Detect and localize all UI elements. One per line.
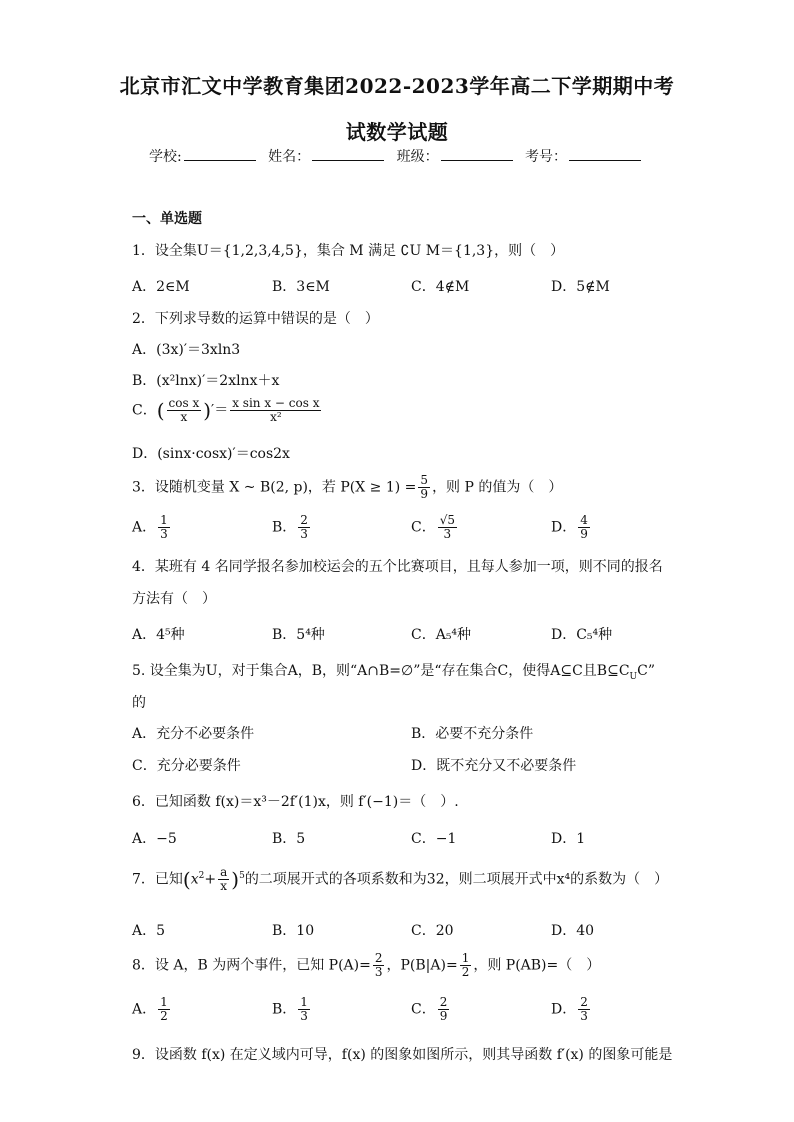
name-label: 姓名：	[268, 149, 311, 165]
question-6-option-a: A．−5	[132, 831, 177, 847]
question-5-stem-line2: 的	[132, 695, 146, 711]
class-blank	[441, 148, 513, 161]
exam-title-line2: 试数学试题	[345, 120, 449, 144]
exam-title-line1: 北京市汇文中学教育集团2022-2023学年高二下学期期中考	[119, 74, 675, 98]
question-8-stem: 8．设 A，B 为两个事件，已知 P(A)= $\frac{2}{3}$ ，P(B|A)= $\frac{1}{2}$ ，则 P(AB)=（ ）	[132, 951, 601, 979]
question-5-option-c: C．充分必要条件	[132, 758, 241, 774]
question-4-option-a: A．4⁵种	[132, 627, 185, 643]
section-heading: 一、单选题	[132, 211, 202, 227]
question-1-option-d: D．5∉M	[551, 279, 610, 295]
question-2-option-b: B．(x²lnx)′＝2xlnx＋x	[132, 373, 280, 389]
question-7-option-b: B．10	[272, 923, 315, 939]
school-label: 学校:	[148, 149, 182, 165]
question-3-option-c: C． $\frac{√5}{3}$	[411, 513, 455, 541]
question-1-stem: 1．设全集U＝{1,2,3,4,5}，集合 M 满足 ∁U M＝{1,3}，则（ ）	[132, 243, 565, 259]
question-4-stem: 4．某班有 4 名同学报名参加校运会的五个比赛项目，且每人参加一项，则不同的报名	[132, 559, 663, 575]
question-2-option-a: A．(3x)′＝3xln3	[132, 342, 241, 358]
question-4-option-b: B．5⁴种	[272, 627, 325, 643]
question-4-option-d: D．C₅⁴种	[551, 627, 613, 643]
name-blank	[312, 148, 384, 161]
question-5-option-a: A．充分不必要条件	[132, 726, 255, 742]
question-5-stem: 5. 设全集为U，对于集合A，B，则“A∩B=∅”是“存在集合C，使得A⊆C且$B⊆C_UC$”	[132, 663, 655, 682]
question-3-option-b: B． $\frac{2}{3}$	[272, 513, 308, 541]
question-5-option-d: D．既不充分又不必要条件	[411, 758, 577, 774]
question-3-option-d: D． $\frac{4}{9}$	[551, 513, 588, 541]
question-1-option-b: B．3∈M	[272, 279, 330, 295]
question-8-option-c: C． $\frac{2}{9}$	[411, 995, 448, 1023]
question-2-option-d: D．(sinx·cosx)′＝cos2x	[132, 446, 290, 462]
question-2-stem: 2．下列求导数的运算中错误的是（ ）	[132, 311, 379, 327]
question-7-option-c: C．20	[411, 923, 454, 939]
question-1-option-a: A．2∈M	[132, 279, 190, 295]
question-9-stem: 9．设函数 f(x) 在定义域内可导，f(x) 的图象如图所示，则其导函数 f′(x) 的图象可能是	[132, 1047, 673, 1063]
question-7-option-d: D．40	[551, 923, 595, 939]
exam-number-blank	[569, 148, 641, 161]
question-8-option-d: D． $\frac{2}{3}$	[551, 995, 588, 1023]
question-3-stem: 3．设随机变量 X ~ B(2, p)，若 P(X ≥ 1) = $\frac{5}{9}$ ，则 P 的值为（ ）	[132, 473, 563, 501]
question-2-option-c: C．( $\frac{\text{cos x}}{x}$ )′＝ $\frac{\text{x sin x − cos x}}{\text{x²}}$	[132, 396, 320, 424]
class-label: 班级：	[396, 149, 439, 165]
question-6-stem: 6．已知函数 f(x)＝x³－2f′(1)x，则 f′(−1)＝（ ）.	[132, 794, 459, 810]
question-5-option-b: B．必要不充分条件	[411, 726, 534, 742]
question-7-stem: 7．已知($x^2+$ $\frac{a}{x}$ )$^5$的二项展开式的各项系数和为32，则二项展开式中x⁴的系数为（ ）	[132, 865, 669, 893]
question-4-stem-line2: 方法有（ ）	[132, 591, 216, 607]
school-blank	[184, 148, 256, 161]
question-3-option-a: A． $\frac{1}{3}$	[132, 513, 168, 541]
question-7-option-a: A．5	[132, 923, 166, 939]
question-6-option-d: D．1	[551, 831, 586, 847]
question-8-option-b: B． $\frac{1}{3}$	[272, 995, 308, 1023]
question-6-option-c: C．−1	[411, 831, 457, 847]
question-4-option-c: C．A₅⁴种	[411, 627, 472, 643]
student-info-row	[0, 146, 794, 166]
question-8-option-a: A． $\frac{1}{2}$	[132, 995, 168, 1023]
question-1-option-c: C．4∉M	[411, 279, 470, 295]
question-6-option-b: B．5	[272, 831, 306, 847]
exam-number-label: 考号：	[525, 149, 568, 165]
